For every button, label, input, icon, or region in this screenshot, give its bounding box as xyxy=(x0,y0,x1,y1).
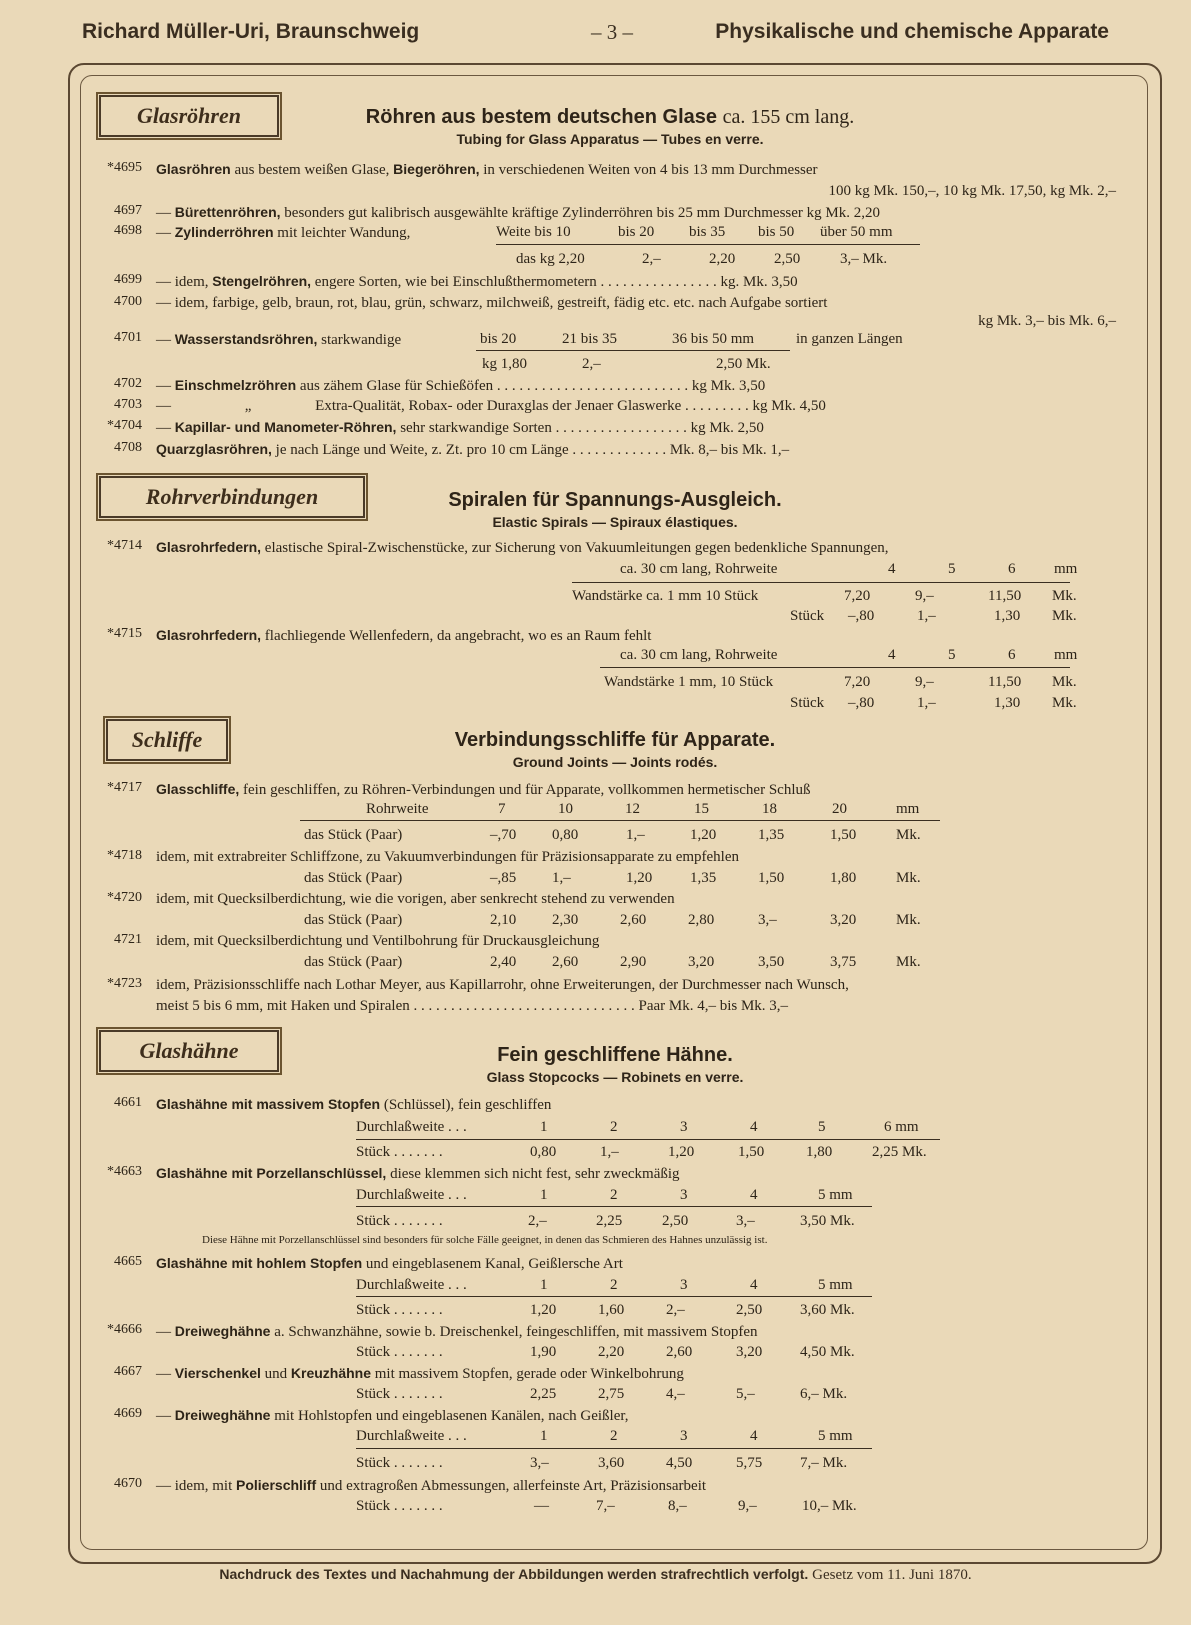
item-bold: Dreiweghähne xyxy=(174,1323,271,1339)
item-text xyxy=(156,294,827,313)
ditto-dash: — xyxy=(156,205,171,221)
item-number: 4701 xyxy=(114,330,142,345)
table-cell: Wandstärke 1 mm, 10 Stück xyxy=(604,674,774,690)
table-cell: Wandstärke ca. 1 mm 10 Stück xyxy=(572,588,759,604)
table-cell: 8,– xyxy=(668,1498,687,1514)
item-bold: Polierschliff xyxy=(236,1477,317,1493)
table-cell: ca. 30 cm lang, Rohrweite xyxy=(620,647,778,663)
ditto-dash: — xyxy=(156,1408,171,1424)
table-cell: 1,20 xyxy=(690,827,717,843)
section-subtitle: Elastic Spirals — Spiraux élastiques. xyxy=(492,514,738,530)
table-cell: 12 xyxy=(625,801,640,817)
ditto-dash: — xyxy=(156,398,171,414)
item-number: 4700 xyxy=(114,294,142,309)
item-text xyxy=(156,397,826,416)
item-text-4723-2: meist 5 bis 6 mm, mit Haken und Spiralen . . . . . . . . . . . . . . . . . . . . . . . . . . . . . . Paar Mk. 4,– bis Mk. 3,– xyxy=(156,998,789,1014)
table-cell: –,70 xyxy=(490,827,517,843)
table-cell: 4 xyxy=(888,647,896,663)
table-cell: Durchlaßweite . . . xyxy=(356,1277,467,1293)
table-cell: 7,20 xyxy=(844,674,871,690)
table-cell: Mk. xyxy=(1052,695,1077,711)
table-cell: 7,20 xyxy=(844,588,871,604)
table-cell: 1,20 xyxy=(668,1144,695,1160)
item-number: 4665 xyxy=(114,1254,142,1269)
item-price: kg Mk. 3,– bis Mk. 6,– xyxy=(978,313,1116,329)
header-catalog-title: Physikalische und chemische Apparate xyxy=(715,20,1109,43)
item-text xyxy=(156,1164,680,1184)
table-cell: Stück . . . . . . . xyxy=(356,1455,443,1471)
item-price: 100 kg Mk. 150,–, 10 kg Mk. 17,50, kg Mk. 2,– xyxy=(828,183,1116,199)
table-cell: 1,20 xyxy=(626,870,653,886)
table-cell: 4 xyxy=(888,561,896,577)
section-label-rohrverbindungen: Rohrverbindungen xyxy=(99,476,365,518)
item-number: 4703 xyxy=(114,397,142,412)
table-cell: 9,– xyxy=(738,1498,757,1514)
item-text xyxy=(156,418,764,438)
table-cell: 20 xyxy=(832,801,847,817)
item-desc: je nach Länge und Weite, z. Zt. pro 10 cm Länge . . . . . . . . . . . . . Mk. 8,– bis Mk. 1,– xyxy=(275,442,790,458)
table-cell: 0,80 xyxy=(530,1144,557,1160)
table-cell: 3,– Mk. xyxy=(840,251,888,267)
item-number-4718: *4718 xyxy=(107,848,142,863)
item-text xyxy=(156,538,889,558)
table-cell: mm xyxy=(1054,561,1078,577)
table-cell: 4 xyxy=(750,1428,758,1444)
table-cell: 1,60 xyxy=(598,1302,625,1318)
table-cell: 1,– xyxy=(917,695,936,711)
table-rule xyxy=(572,582,1070,583)
table-cell: 5 xyxy=(948,561,956,577)
section-heading-glasroehren xyxy=(300,104,920,148)
table-cell: 1,50 xyxy=(738,1144,765,1160)
item-desc-2: in verschiedenen Weiten von 4 bis 13 mm Durchmesser xyxy=(483,162,818,178)
item-desc: flachliegende Wellenfedern, da angebracht, wo es an Raum fehlt xyxy=(264,628,652,644)
table-cell: das Stück (Paar) xyxy=(304,827,403,843)
item-text xyxy=(156,272,798,292)
table-cell: 3 xyxy=(680,1119,688,1135)
table-rule xyxy=(356,1139,940,1140)
section-subtitle: Tubing for Glass Apparatus — Tubes en verre. xyxy=(456,131,764,147)
table-cell: 5 xyxy=(818,1119,826,1135)
table-cell: 2 xyxy=(610,1428,618,1444)
table-cell: 3,50 xyxy=(758,954,785,970)
item-number: *4695 xyxy=(107,160,142,175)
item-text xyxy=(156,1254,623,1274)
item-desc: fein geschliffen, zu Röhren-Verbindungen und für Apparate, vollkommen hermetischer Schluß xyxy=(243,782,811,798)
item-number: *4663 xyxy=(107,1164,142,1179)
item-bold: Glashähne mit hohlem Stopfen xyxy=(156,1255,363,1271)
item-text xyxy=(156,1095,551,1115)
item-text xyxy=(156,223,410,243)
table-rule xyxy=(356,1448,872,1449)
table-cell: 5 mm xyxy=(818,1187,853,1203)
table-cell: 5 mm xyxy=(818,1428,853,1444)
item-desc: besonders gut kalibrisch ausgewählte kräftige Zylinderröhren bis 25 mm Durchmesser kg Mk. 2,20 xyxy=(284,205,880,221)
table-cell: 2 xyxy=(610,1277,618,1293)
table-cell: 2,25 Mk. xyxy=(872,1144,927,1160)
table-cell: 18 xyxy=(762,801,777,817)
item-bold: Stengelröhren, xyxy=(212,273,312,289)
item-text xyxy=(156,160,818,180)
table-cell: ca. 30 cm lang, Rohrweite xyxy=(620,561,778,577)
table-cell: 5 xyxy=(948,647,956,663)
item-number: 4698 xyxy=(114,223,142,238)
table-cell: Weite bis 10 xyxy=(496,224,571,240)
table-cell: das kg 2,20 xyxy=(516,251,585,267)
item-bold: Dreiweghähne xyxy=(174,1407,271,1423)
item-text xyxy=(156,1322,758,1342)
item-desc: idem, xyxy=(174,274,209,290)
section-title: Spiralen für Spannungs-Ausgleich. xyxy=(448,489,782,511)
table-cell: 3,– xyxy=(530,1455,549,1471)
page-header xyxy=(82,20,1109,46)
table-cell: 3 xyxy=(680,1187,688,1203)
table-cell: Stück . . . . . . . xyxy=(356,1213,443,1229)
table-cell: 2,50 xyxy=(662,1213,689,1229)
item-bold: Quarzglasröhren, xyxy=(156,441,272,457)
table-cell: 3,50 Mk. xyxy=(800,1213,855,1229)
table-cell: — xyxy=(534,1498,549,1514)
item-number: 4670 xyxy=(114,1476,142,1491)
table-cell: –,80 xyxy=(848,608,875,624)
table-cell: Mk. xyxy=(1052,588,1077,604)
table-cell: 10 xyxy=(558,801,573,817)
table-cell: 4 xyxy=(750,1187,758,1203)
table-cell: Mk. xyxy=(896,912,921,928)
item-desc: a. Schwanzhähne, sowie b. Dreischenkel, feingeschliffen, mit massivem Stopfen xyxy=(274,1324,758,1340)
table-cell: 2,20 xyxy=(709,251,736,267)
table-rule xyxy=(600,667,1070,668)
item-bold-2: Kreuzhähne xyxy=(290,1365,372,1381)
item-text xyxy=(156,440,789,460)
page-footer xyxy=(0,1566,1191,1584)
table-cell: Durchlaßweite . . . xyxy=(356,1428,467,1444)
item-text-4721: idem, mit Quecksilberdichtung und Ventilbohrung für Druckausgleichung xyxy=(156,933,600,949)
table-cell: 2,25 xyxy=(530,1386,557,1402)
table-cell: Mk. xyxy=(1052,674,1077,690)
table-cell: Mk. xyxy=(896,827,921,843)
table-cell: 3,20 xyxy=(830,912,857,928)
table-cell: mm xyxy=(896,801,920,817)
table-cell: 3 xyxy=(680,1277,688,1293)
table-cell: 2,60 xyxy=(552,954,579,970)
item-bold: Einschmelzröhren xyxy=(174,377,297,393)
table-cell: Mk. xyxy=(896,870,921,886)
item-text xyxy=(156,330,401,350)
item-desc: mit leichter Wandung, xyxy=(277,225,411,241)
ditto-dash: — xyxy=(156,295,171,311)
item-bold: Glashähne mit massivem Stopfen xyxy=(156,1096,381,1112)
table-cell: 3 xyxy=(680,1428,688,1444)
item-tail: in ganzen Längen xyxy=(796,331,903,347)
item-number: *4666 xyxy=(107,1322,142,1337)
table-cell: 2,50 xyxy=(736,1302,763,1318)
table-cell: Stück . . . . . . . xyxy=(356,1302,443,1318)
table-cell: 5 mm xyxy=(818,1277,853,1293)
table-cell: 2,60 xyxy=(666,1344,693,1360)
table-cell: bis 35 xyxy=(689,224,726,240)
table-cell: 1,30 xyxy=(994,695,1021,711)
table-cell: 1,50 xyxy=(830,827,857,843)
item-bold: Vierschenkel xyxy=(174,1365,261,1381)
ditto-mark: „ xyxy=(244,398,252,414)
item-bold: Glasröhren xyxy=(156,161,231,177)
item-number-4720: *4720 xyxy=(107,890,142,905)
table-cell: bis 20 xyxy=(618,224,655,240)
table-cell: 2,– xyxy=(642,251,661,267)
table-cell: 3,– xyxy=(736,1213,755,1229)
item-number: 4697 xyxy=(114,203,142,218)
item-bold: Bürettenröhren, xyxy=(174,204,281,220)
section-label-schliffe: Schliffe xyxy=(106,719,228,761)
table-cell: 2 xyxy=(610,1119,618,1135)
table-cell: kg 1,80 xyxy=(482,356,527,372)
item-number: 4702 xyxy=(114,376,142,391)
table-cell: das Stück (Paar) xyxy=(304,912,403,928)
table-cell: Stück . . . . . . . xyxy=(356,1344,443,1360)
item-desc: idem, farbige, gelb, braun, rot, blau, grün, schwarz, milchweiß, gestreift, fädig etc. etc. nach Aufgabe sortiert xyxy=(174,295,828,311)
table-cell: 4 xyxy=(750,1119,758,1135)
item-desc: diese klemmen sich nicht fest, sehr zweckmäßig xyxy=(390,1166,680,1182)
item-desc: und eingeblasenem Kanal, Geißlersche Art xyxy=(365,1256,623,1272)
table-cell: 36 bis 50 mm xyxy=(672,331,755,347)
table-cell: 1,– xyxy=(600,1144,619,1160)
table-cell: 5,75 xyxy=(736,1455,763,1471)
table-cell: 2,– xyxy=(582,356,601,372)
item-text-4720: idem, mit Quecksilberdichtung, wie die vorigen, aber senkrecht stehend zu verwenden xyxy=(156,891,675,907)
table-cell: 1 xyxy=(540,1187,548,1203)
table-cell: 3,20 xyxy=(736,1344,763,1360)
table-cell: 1 xyxy=(540,1277,548,1293)
table-cell: 9,– xyxy=(915,588,934,604)
table-cell: mm xyxy=(1054,647,1078,663)
table-cell: 4,– xyxy=(666,1386,685,1402)
table-cell: Durchlaßweite . . . xyxy=(356,1187,467,1203)
table-cell: Stück . . . . . . . xyxy=(356,1498,443,1514)
item-desc: und xyxy=(264,1366,288,1382)
table-cell: –,85 xyxy=(490,870,517,886)
table-cell: 4 xyxy=(750,1277,758,1293)
table-cell: 11,50 xyxy=(988,588,1022,604)
table-cell: 1 xyxy=(540,1428,548,1444)
table-cell: Stück xyxy=(790,608,825,624)
table-cell: 3,60 xyxy=(598,1455,625,1471)
item-number: 4667 xyxy=(114,1364,142,1379)
section-title: Fein geschliffene Hähne. xyxy=(497,1044,733,1066)
ditto-dash: — xyxy=(156,420,171,436)
item-text xyxy=(156,203,880,223)
item-text xyxy=(156,1406,629,1426)
item-number: 4661 xyxy=(114,1095,142,1110)
header-publisher: Richard Müller-Uri, Braunschweig xyxy=(82,20,420,43)
table-cell: 4,50 Mk. xyxy=(800,1344,855,1360)
table-cell: Stück xyxy=(790,695,825,711)
table-cell: 2,40 xyxy=(490,954,517,970)
table-cell: Stück . . . . . . . xyxy=(356,1386,443,1402)
table-cell: Durchlaßweite . . . xyxy=(356,1119,467,1135)
table-rule xyxy=(300,820,940,821)
section-title-extra: ca. 155 cm lang. xyxy=(722,106,855,128)
item-desc: starkwandige xyxy=(321,332,402,348)
item-text xyxy=(156,626,651,646)
table-cell: 1,50 xyxy=(758,870,785,886)
table-cell: 2,80 xyxy=(688,912,715,928)
section-heading-glashaehne xyxy=(400,1042,830,1086)
table-cell: 10,– Mk. xyxy=(802,1498,857,1514)
item-number: *4704 xyxy=(107,418,142,433)
table-cell: 6,– Mk. xyxy=(800,1386,848,1402)
section-label-glashaehne: Glashähne xyxy=(99,1030,279,1072)
section-label-glasroehren: Glasröhren xyxy=(99,95,279,137)
item-number: 4699 xyxy=(114,272,142,287)
ditto-dash: — xyxy=(156,378,171,394)
table-cell: 3,– xyxy=(758,912,777,928)
table-cell: 6 xyxy=(1008,647,1016,663)
item-text xyxy=(156,376,765,396)
table-cell: 2 xyxy=(610,1187,618,1203)
ditto-dash: — xyxy=(156,1366,171,1382)
table-cell: 1,– xyxy=(552,870,571,886)
table-cell: 1,– xyxy=(626,827,645,843)
item-desc-2: mit massivem Stopfen, gerade oder Winkelbohrung xyxy=(374,1366,684,1382)
ditto-dash: — xyxy=(156,1324,171,1340)
table-cell: 2,90 xyxy=(620,954,647,970)
table-cell: 6 xyxy=(1008,561,1016,577)
item-text xyxy=(156,1476,706,1496)
section-subtitle: Ground Joints — Joints rodés. xyxy=(512,754,718,770)
item-desc: aus zähem Glase für Schießöfen . . . . . . . . . . . . . . . . . . . . . . . . . . kg Mk. 3,50 xyxy=(299,378,766,394)
table-cell: 7,– Mk. xyxy=(800,1455,848,1471)
item-bold: Glasschliffe, xyxy=(156,781,240,797)
item-text xyxy=(156,780,811,800)
table-cell: über 50 mm xyxy=(820,224,893,240)
table-cell: 0,80 xyxy=(552,827,579,843)
item-desc: elastische Spiral-Zwischenstücke, zur Sicherung von Vakuumleitungen gegen bedenkliche Spannungen, xyxy=(264,540,889,556)
table-cell: 1,35 xyxy=(758,827,785,843)
table-cell: 2,25 xyxy=(596,1213,623,1229)
table-cell: 3,60 Mk. xyxy=(800,1302,855,1318)
table-cell: 2,– xyxy=(666,1302,685,1318)
table-cell: bis 50 xyxy=(758,224,795,240)
table-cell: Mk. xyxy=(896,954,921,970)
item-number: 4669 xyxy=(114,1406,142,1421)
section-title: Verbindungsschliffe für Apparate. xyxy=(454,729,776,751)
table-cell: 2,20 xyxy=(598,1344,625,1360)
ditto-dash: — xyxy=(156,225,171,241)
section-heading-rohrverbindungen xyxy=(370,487,860,531)
item-desc: (Schlüssel), fein geschliffen xyxy=(383,1097,552,1113)
item-text-4718: idem, mit extrabreiter Schliffzone, zu Vakuumverbindungen für Präzisionsapparate zu empfehlen xyxy=(156,849,740,865)
item-number: *4715 xyxy=(107,626,142,641)
ditto-dash: — xyxy=(156,1478,171,1494)
item-number: *4717 xyxy=(107,780,142,795)
section-heading-schliffe xyxy=(380,727,850,771)
item-bold: Wasserstandsröhren, xyxy=(174,331,318,347)
section-title: Röhren aus bestem deutschen Glase xyxy=(365,106,718,128)
table-cell: 2,30 xyxy=(552,912,579,928)
table-cell: 3,75 xyxy=(830,954,857,970)
item-desc: sehr starkwandige Sorten . . . . . . . . . . . . . . . . . . kg Mk. 2,50 xyxy=(400,420,764,436)
table-cell: 6 mm xyxy=(884,1119,919,1135)
item-bold: Glashähne mit Porzellanschlüssel, xyxy=(156,1165,387,1181)
item-text-4723: idem, Präzisionsschliffe nach Lothar Meyer, aus Kapillarrohr, ohne Erweiterungen, der Durchmesser nach Wunsch, xyxy=(156,977,849,993)
table-cell: 2,50 Mk. xyxy=(716,356,771,372)
item-bold: Glasrohrfedern, xyxy=(156,539,262,555)
table-cell: 1,20 xyxy=(530,1302,557,1318)
table-cell: 1,35 xyxy=(690,870,717,886)
table-rule xyxy=(476,350,790,351)
table-cell: Mk. xyxy=(1052,608,1077,624)
table-cell: 21 bis 35 xyxy=(562,331,618,347)
table-cell: 7,– xyxy=(596,1498,615,1514)
table-cell: 2,75 xyxy=(598,1386,625,1402)
footnote: Diese Hähne mit Porzellanschlüssel sind besonders für solche Fälle geeignet, in denen das Schmieren des Hahnes unzulässig ist. xyxy=(202,1234,768,1246)
section-subtitle: Glass Stopcocks — Robinets en verre. xyxy=(486,1069,744,1085)
table-cell: 11,50 xyxy=(988,674,1022,690)
table-rule xyxy=(496,244,920,245)
table-cell: 4,50 xyxy=(666,1455,693,1471)
table-cell: 1 xyxy=(540,1119,548,1135)
table-cell: Stück . . . . . . . xyxy=(356,1144,443,1160)
item-desc: mit Hohlstopfen und eingeblasenen Kanälen, nach Geißler, xyxy=(274,1408,629,1424)
item-number-4723: *4723 xyxy=(107,976,142,991)
table-cell: 1,80 xyxy=(830,870,857,886)
table-cell: das Stück (Paar) xyxy=(304,870,403,886)
table-rule xyxy=(356,1296,872,1297)
table-cell: 2,– xyxy=(528,1213,547,1229)
item-desc: Extra-Qualität, Robax- oder Duraxglas der Jenaer Glaswerke . . . . . . . . . kg Mk. 4,50 xyxy=(315,398,826,414)
item-number-4721: 4721 xyxy=(114,932,142,947)
footer-law: Gesetz vom 11. Juni 1870. xyxy=(812,1567,972,1583)
footer-copyright: Nachdruck des Textes und Nachahmung der Abbildungen werden strafrechtlich verfolgt. xyxy=(219,1566,809,1582)
ditto-dash: — xyxy=(156,274,171,290)
table-cell: 5,– xyxy=(736,1386,755,1402)
item-desc-2: engere Sorten, wie bei Einschlußthermometern . . . . . . . . . . . . . . . . kg. Mk. 3,50 xyxy=(314,274,798,290)
table-cell: das Stück (Paar) xyxy=(304,954,403,970)
item-number: 4708 xyxy=(114,440,142,455)
table-cell: 1,30 xyxy=(994,608,1021,624)
table-cell: 1,80 xyxy=(806,1144,833,1160)
item-bold: Kapillar- und Manometer-Röhren, xyxy=(174,419,397,435)
table-rule xyxy=(356,1206,872,1207)
table-cell: bis 20 xyxy=(480,331,517,347)
table-cell: 15 xyxy=(694,801,709,817)
table-cell: 1,– xyxy=(917,608,936,624)
table-cell: 7 xyxy=(498,801,506,817)
item-number: *4714 xyxy=(107,538,142,553)
table-cell: 3,20 xyxy=(688,954,715,970)
item-desc-2: und extragroßen Abmessungen, allerfeinste Art, Präzisionsarbeit xyxy=(319,1478,707,1494)
item-bold-2: Biegeröhren, xyxy=(393,161,480,177)
table-cell: 2,60 xyxy=(620,912,647,928)
table-cell: 9,– xyxy=(915,674,934,690)
table-cell: Rohrweite xyxy=(366,801,429,817)
item-desc: idem, mit xyxy=(174,1478,233,1494)
item-text xyxy=(156,1364,684,1384)
page-number: – 3 – xyxy=(591,20,633,44)
item-bold: Zylinderröhren xyxy=(174,224,274,240)
table-cell: 2,50 xyxy=(774,251,801,267)
table-cell: 2,10 xyxy=(490,912,517,928)
ditto-dash: — xyxy=(156,332,171,348)
table-cell: 1,90 xyxy=(530,1344,557,1360)
item-bold: Glasrohrfedern, xyxy=(156,627,262,643)
table-cell: –,80 xyxy=(848,695,875,711)
item-desc: aus bestem weißen Glase, xyxy=(234,162,390,178)
